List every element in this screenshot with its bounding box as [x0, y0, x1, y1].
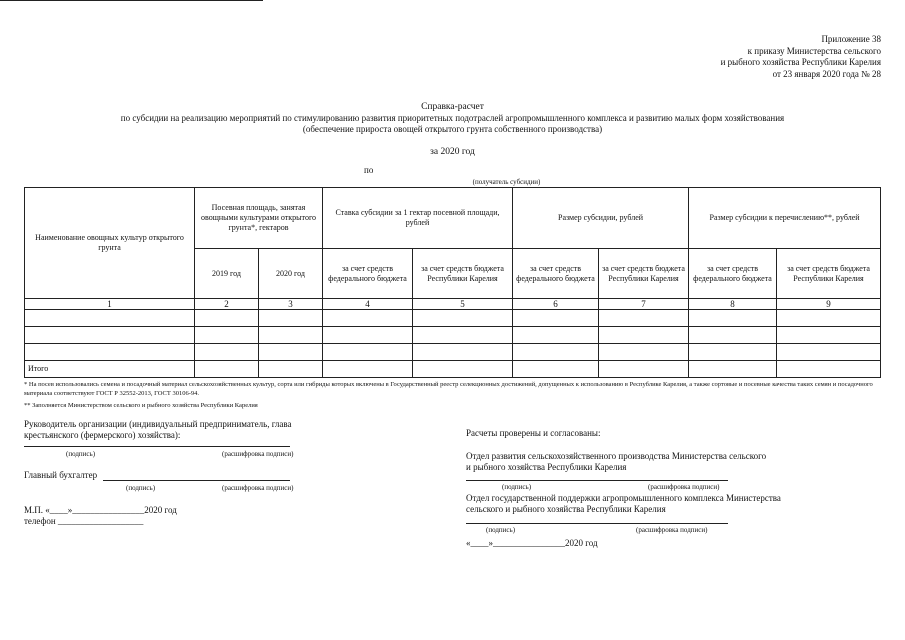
table-row [25, 344, 881, 361]
column-number: 4 [323, 299, 413, 310]
footnote-1: * На посев использовались семена и посадочный материал сельскохозяйственных культур, сорта или гибриды которых включены в Государственный реестр селекционных достижений, допущенных к использованию в Республике Карелия, а также сортовые и посевные качества таких семян и посадочного материала соответствуют ГОСТ Р 32552-2013, ГОСТ 30106-94. [24, 381, 873, 397]
footnote-2: ** Заполняется Министерством сельского и рыбного хозяйства Республики Карелия [24, 402, 258, 409]
table-row [25, 327, 881, 344]
head-label: Руководитель организации (индивидуальный предприниматель, глава [24, 419, 292, 429]
column-number: 9 [777, 299, 881, 310]
appendix-line: Приложение 38 [821, 34, 881, 44]
header-transfer-federal: за счет средств федерального бюджета [689, 249, 777, 299]
header-subsidy-transfer: Размер субсидии к перечислению**, рублей [689, 188, 881, 249]
document-title: Справка-расчет [421, 102, 484, 112]
signature-caption: (подпись) [126, 484, 156, 492]
column-number: 2 [195, 299, 259, 310]
recipient-label: (получатель субсидии) [472, 178, 541, 186]
total-label: Итого [25, 361, 195, 378]
document-subtitle: по субсидии на реализацию мероприятий по стимулированию развития приоритетных подотраслей агропромышленного комплекса и развитию малых форм хозяйствования [120, 113, 785, 123]
appendix-line: к приказу Министерства сельского [747, 45, 881, 56]
checked-label: Расчеты проверены и согласованы: [466, 428, 601, 438]
appendix-line: и рыбного хозяйства Республики Карелия [720, 57, 881, 67]
header-crop-name: Наименование овощных культур открытого грунта [25, 188, 195, 299]
header-2019: 2019 год [195, 249, 259, 299]
column-number: 5 [413, 299, 513, 310]
header-size-federal: за счет средств федерального бюджета [513, 249, 599, 299]
header-rate-regional: за счет средств бюджета Республики Карелия [413, 249, 513, 299]
approval-date: «____»________________2020 год [466, 538, 598, 548]
subsidy-table [24, 187, 881, 378]
signature-decode-caption: (расшифровка подписи) [648, 483, 720, 491]
signature-caption: (подпись) [486, 526, 516, 534]
header-2020: 2020 год [259, 249, 323, 299]
accountant-label: Главный бухгалтер [24, 470, 98, 480]
signature-decode-caption: (расшифровка подписи) [222, 484, 294, 492]
column-number: 3 [259, 299, 323, 310]
recipient-line [0, 0, 263, 1]
period-line: за 2020 год [430, 147, 475, 157]
header-transfer-regional: за счет средств бюджета Республики Карелия [777, 249, 881, 299]
column-number: 8 [689, 299, 777, 310]
signature-caption: (подпись) [502, 483, 532, 491]
appendix-block [721, 34, 881, 80]
department-1b: и рыбного хозяйства Республики Карелия [466, 462, 627, 472]
stamp-date-line: М.П. «____»________________2020 год [24, 505, 177, 515]
column-number: 1 [25, 299, 195, 310]
recipient-prefix: по [364, 165, 374, 175]
signature-decode-caption: (расшифровка подписи) [636, 526, 708, 534]
table-row [25, 310, 881, 327]
total-row [25, 361, 881, 378]
header-size-regional: за счет средств бюджета Республики Карелия [599, 249, 689, 299]
department-1: Отдел развития сельскохозяйственного производства Министерства сельского [466, 451, 767, 461]
column-number: 7 [599, 299, 689, 310]
header-area: Посевная площадь, занятая овощными культурами открытого грунта*, гектаров [195, 188, 323, 249]
signature-caption: (подпись) [66, 450, 96, 458]
signature-line [466, 523, 728, 524]
header-subsidy-size: Размер субсидии, рублей [513, 188, 689, 249]
signature-line [24, 446, 290, 447]
head-label-2: крестьянского (фермерского) хозяйства): [24, 430, 181, 440]
column-number: 6 [513, 299, 599, 310]
department-2b: сельского и рыбного хозяйства Республики Карелия [466, 504, 666, 514]
signature-decode-caption: (расшифровка подписи) [222, 450, 294, 458]
header-rate-federal: за счет средств федерального бюджета [323, 249, 413, 299]
appendix-line: от 23 января 2020 года № 28 [772, 68, 881, 79]
signature-line [466, 480, 728, 481]
header-rate: Ставка субсидии за 1 гектар посевной площади, рублей [323, 188, 513, 249]
department-2: Отдел государственной поддержки агропромышленного комплекса Министерства [466, 493, 781, 503]
accountant-signature-line [103, 480, 290, 481]
phone-line: телефон ___________________ [24, 516, 144, 526]
document-subtitle-note: (обеспечение прироста овощей открытого грунта собственного производства) [302, 124, 603, 134]
